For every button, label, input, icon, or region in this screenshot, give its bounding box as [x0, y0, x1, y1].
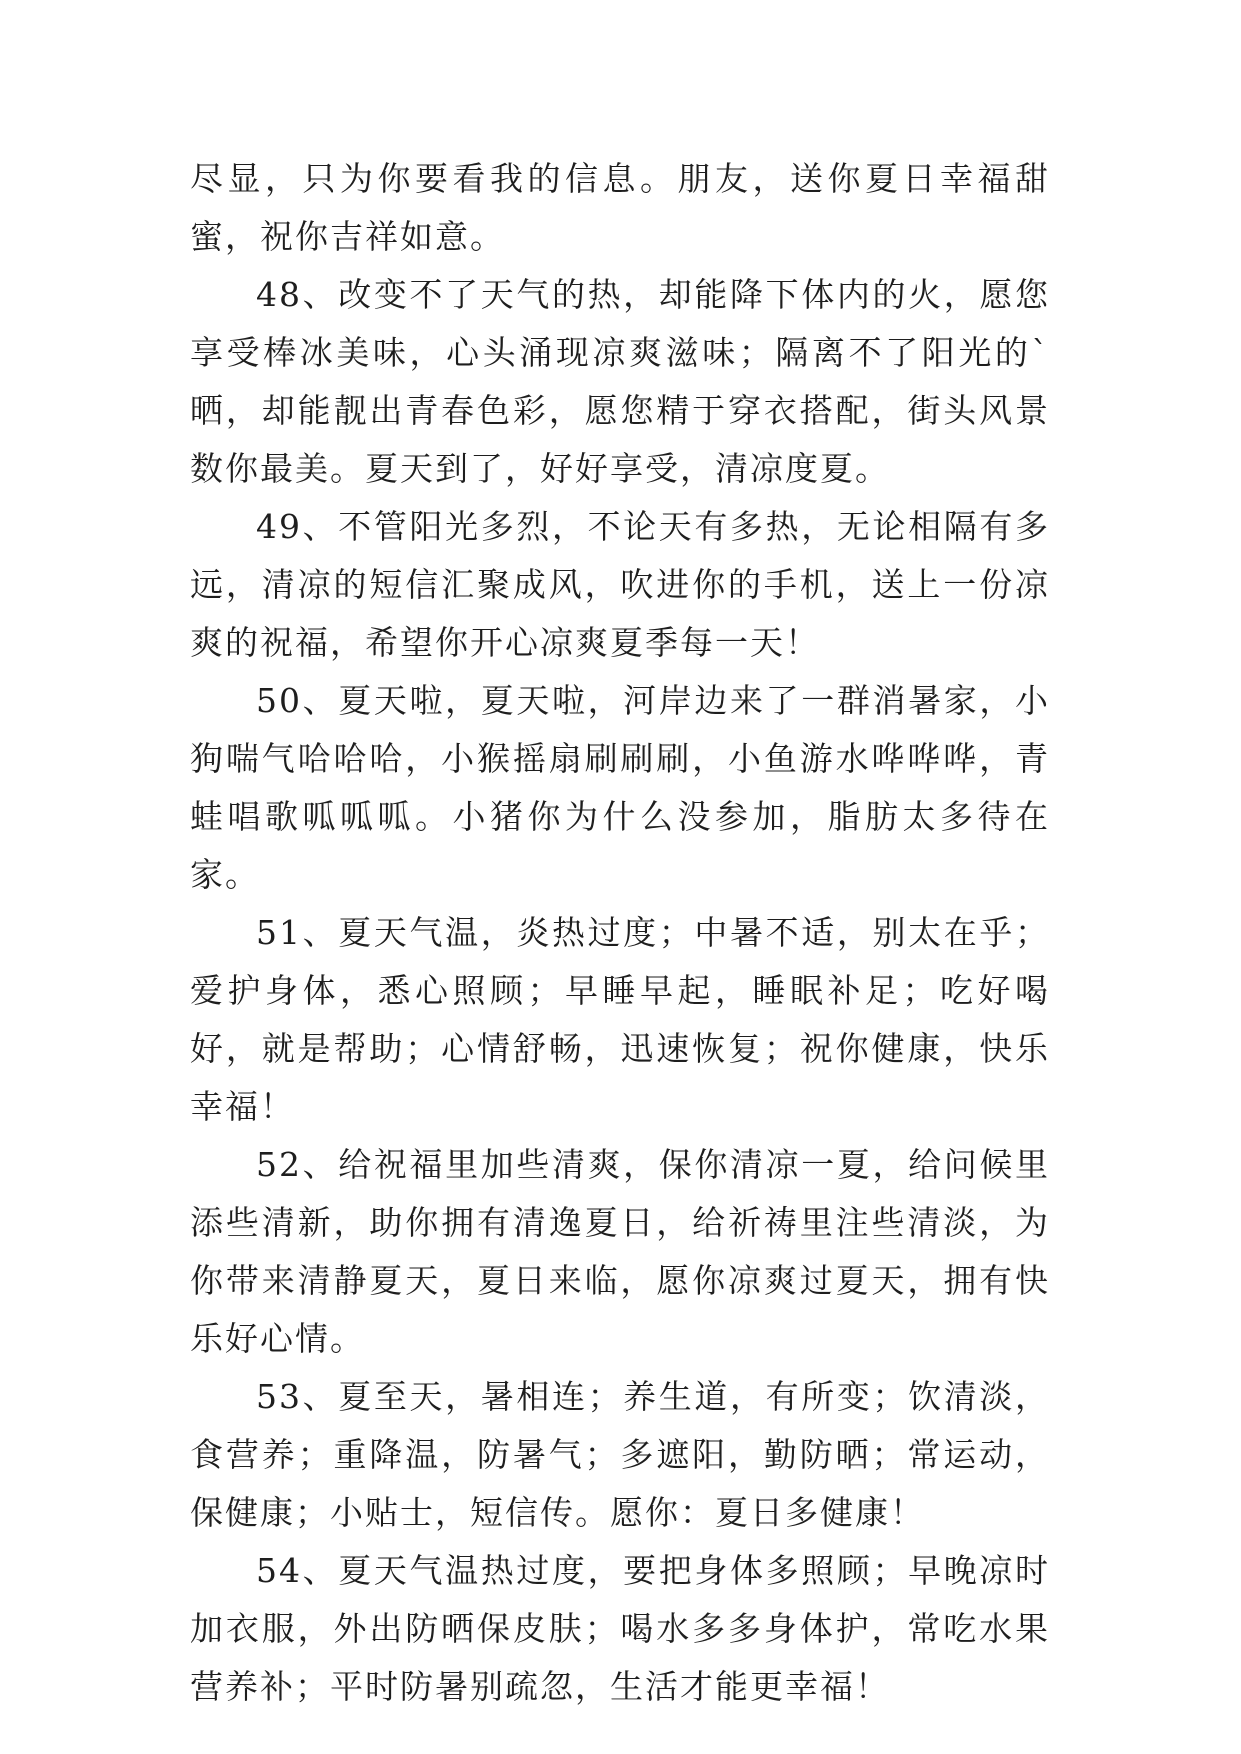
paragraph-50: 50、夏天啦，夏天啦，河岸边来了一群消暑家，小狗喘气哈哈哈，小猴摇扇刷刷刷，小鱼游水哗哗哗，青蛙唱歌呱呱呱。小猪你为什么没参加，脂肪太多待在家。 [190, 681, 1050, 894]
paragraph-continuation: 尽显，只为你要看我的信息。朋友，送你夏日幸福甜蜜，祝你吉祥如意。 [190, 159, 1050, 256]
paragraph-51: 51、夏天气温，炎热过度；中暑不适，别太在乎；爱护身体，悉心照顾；早睡早起，睡眠补足；吃好喝好，就是帮助；心情舒畅，迅速恢复；祝你健康，快乐幸福！ [190, 913, 1050, 1126]
paragraph-49: 49、不管阳光多烈，不论天有多热，无论相隔有多远，清凉的短信汇聚成风，吹进你的手机，送上一份凉爽的祝福，希望你开心凉爽夏季每一天！ [190, 507, 1050, 662]
paragraph-54: 54、夏天气温热过度，要把身体多照顾；早晚凉时加衣服，外出防晒保皮肤；喝水多多身体护，常吃水果营养补；平时防暑别疏忽，生活才能更幸福！ [190, 1551, 1050, 1706]
paragraph-48: 48、改变不了天气的热，却能降下体内的火，愿您享受棒冰美味，心头涌现凉爽滋味；隔离不了阳光的`晒，却能靓出青春色彩，愿您精于穿衣搭配，街头风景数你最美。夏天到了，好好享受，清凉度夏。 [190, 275, 1050, 488]
paragraph-53: 53、夏至天，暑相连；养生道，有所变；饮清淡，食营养；重降温，防暑气；多遮阳，勤防晒；常运动，保健康；小贴士，短信传。愿你：夏日多健康！ [190, 1377, 1050, 1532]
paragraph-52: 52、给祝福里加些清爽，保你清凉一夏，给问候里添些清新，助你拥有清逸夏日，给祈祷里注些清淡，为你带来清静夏天，夏日来临，愿你凉爽过夏天，拥有快乐好心情。 [190, 1145, 1050, 1358]
document-body [190, 150, 1050, 1716]
